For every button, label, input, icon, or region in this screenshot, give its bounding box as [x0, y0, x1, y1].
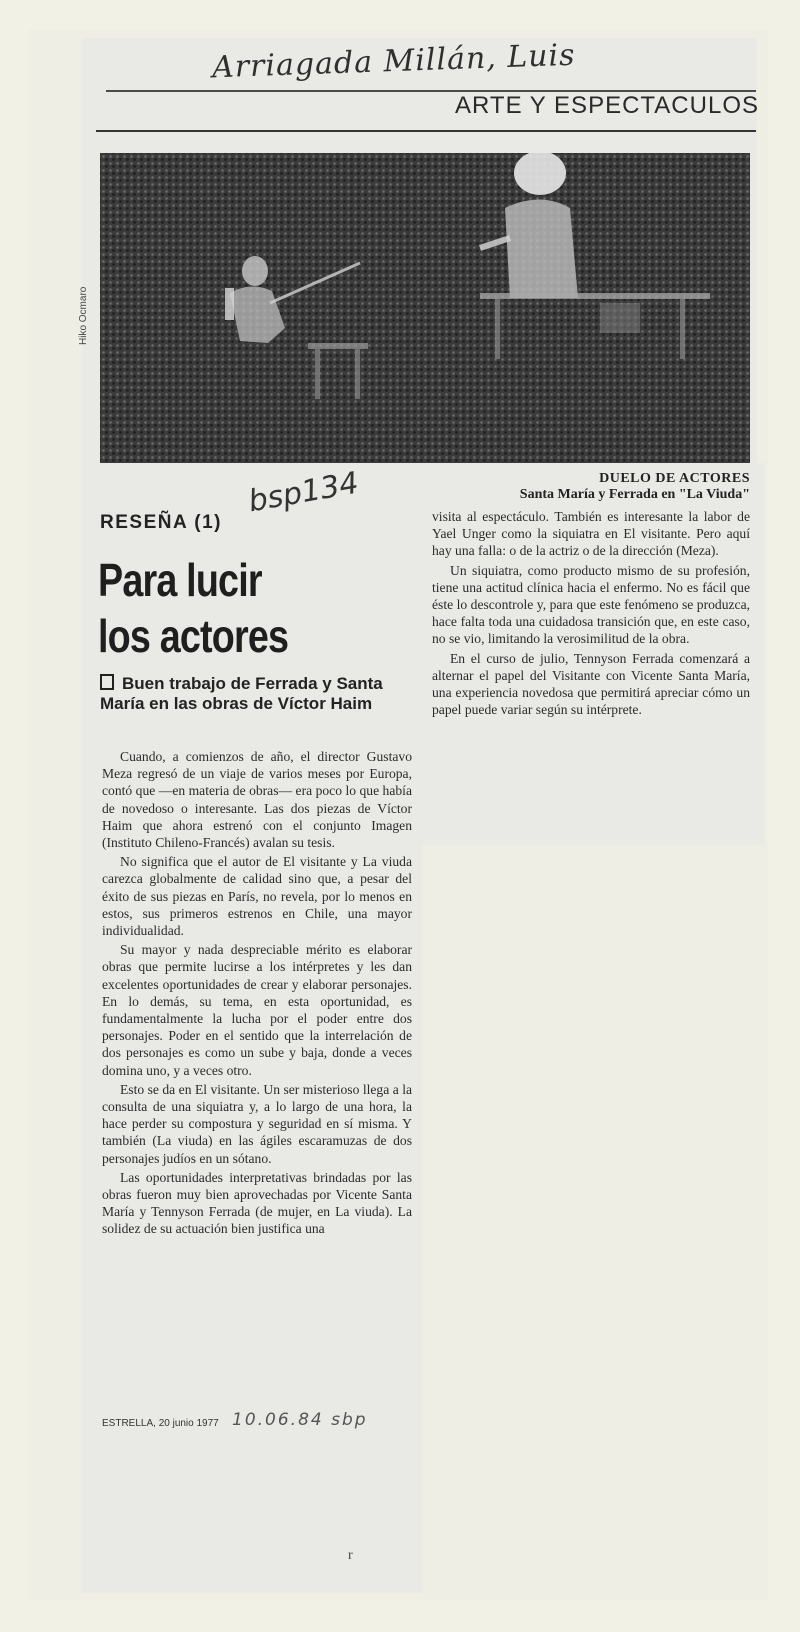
handwritten-mark: r — [348, 1548, 353, 1563]
paragraph: Cuando, a comienzos de año, el director Gustavo Meza regresó de un viaje de varios meses por Europa, contó que —en materia de obras— era poco lo que había de novedoso o interesante. Las dos piezas de Víctor Haim que ahora estrenó con el conjunto Imagen (Instituto Chileno-Francés) avalan su tesis. — [102, 749, 412, 851]
theatre-photo — [100, 153, 750, 463]
headline-line-2: los actores — [98, 610, 289, 662]
photo-caption-title: DUELO DE ACTORES — [599, 471, 750, 486]
section-rule — [96, 130, 756, 132]
article-kicker: RESEÑA (1) — [100, 512, 222, 533]
article-headline — [98, 552, 352, 664]
article-left-column — [102, 748, 412, 1240]
article-right-column — [432, 508, 750, 720]
paragraph: Un siquiatra, como producto mismo de su profesión, tiene una actitud clínica hacia el enfermo. No es fácil que éste lo descontrole y, para que este fenómeno se produzca, hace falta toda una cuidadosa transición que, en este caso, no se vio, limitando la verosimilitud de la obra. — [432, 562, 750, 647]
handwritten-date: 10.06.84 sbp — [232, 1410, 368, 1430]
photo-silhouettes — [100, 153, 750, 463]
section-title: ARTE Y ESPECTACULOS — [455, 92, 759, 119]
deck-text: Buen trabajo de Ferrada y Santa María en las obras de Víctor Haim — [100, 674, 383, 713]
paragraph: En el curso de julio, Tennyson Ferrada comenzará a alternar el papel del Visitante con Vicente Santa María, una experiencia novedosa que permitirá apreciar cómo un papel puede variar según su intérprete. — [432, 650, 750, 718]
article-deck — [100, 674, 412, 714]
paragraph: Las oportunidades interpretativas brindadas por las obras fueron muy bien aprovechadas por Vicente Santa María y Tennyson Ferrada (de mujer, en La viuda). La solidez de su actuación bien justifica una — [102, 1169, 412, 1237]
paragraph: No significa que el autor de El visitante y La viuda carezca globalmente de calidad sino que, a pesar del éxito de sus piezas en París, no revela, por lo menos en estos, sus primeros estrenos en Chile, una mayor individualidad. — [102, 854, 412, 939]
paragraph: visita al espectáculo. También es interesante la labor de Yael Unger como la siquiatra en El visitante. Pero aquí hay una falla: o de la actriz o de la dirección (Meza). — [432, 509, 750, 559]
headline-line-1: Para lucir — [98, 554, 262, 606]
handwritten-author-note: Arriagada Millán, Luis — [211, 37, 577, 86]
source-dateline: ESTRELLA, 20 junio 1977 — [102, 1418, 219, 1429]
paragraph: Esto se da en El visitante. Un ser misterioso llega a la consulta de una siquiatra y, a lo largo de una hora, la hace perder su compostura y seguridad en sí misma. Y también (La viuda) en las ágiles escaramuzas de dos personajes judíos en un sótano. — [102, 1081, 412, 1166]
photo-caption-subtitle: Santa María y Ferrada en "La Viuda" — [519, 487, 750, 502]
handwritten-catalog-code: bsp134 — [245, 465, 362, 520]
deck-box-icon — [100, 674, 114, 690]
photo-credit: Hiko Ocmaro — [78, 286, 89, 345]
paragraph: Su mayor y nada despreciable mérito es elaborar obras que permite lucirse a los intérpretes y les dan excelentes oportunidades de crear y elaborar personajes. En lo demás, su tema, en esta oportunidad, es fundamentalmente la lucha por el poder entre dos personajes. Poder en el sentido que la interrelación de dos personajes es como un sube y baja, donde a veces domina uno, y a veces otro. — [102, 942, 412, 1078]
